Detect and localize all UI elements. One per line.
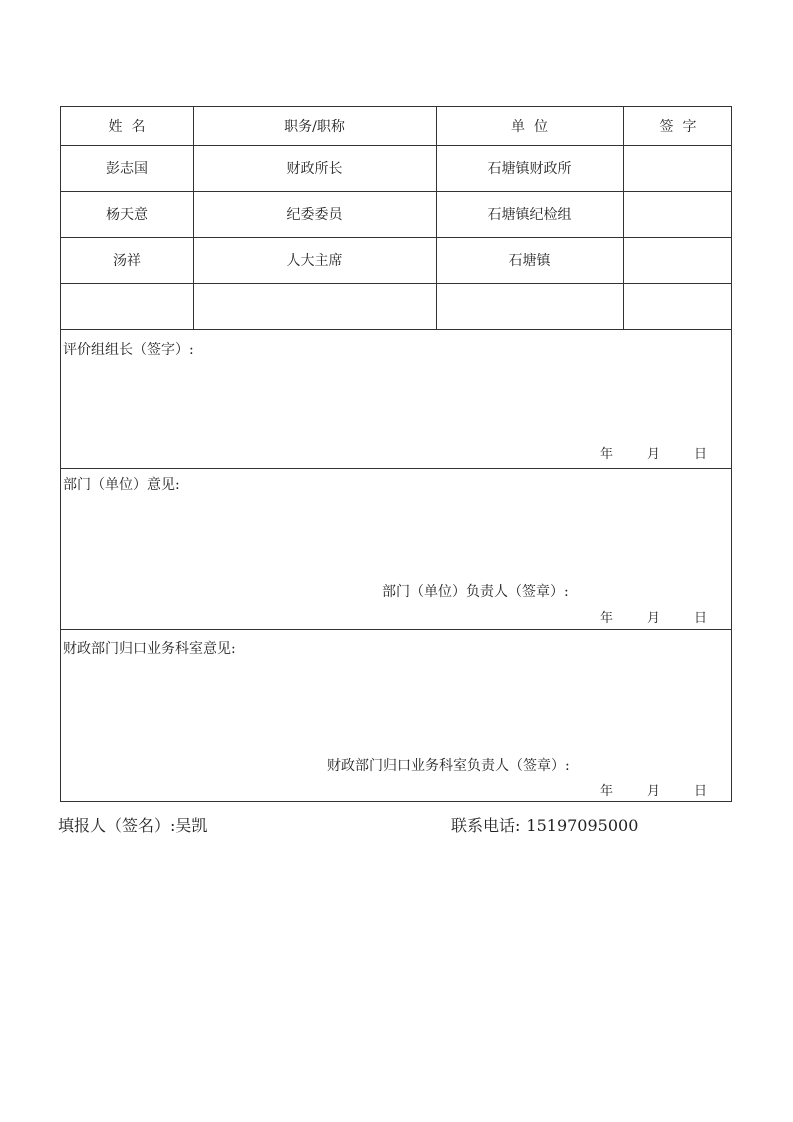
date-month: 月 [647,611,661,626]
section-divider [61,629,731,630]
cell-signature[interactable] [623,145,733,191]
cell-position: 纪委委员 [286,207,343,223]
cell-signature[interactable] [623,283,733,329]
cell-position[interactable] [193,283,436,329]
date-day: 日 [694,784,708,799]
leader-signature-label: 评价组组长（签字）: [63,342,194,358]
department-signer-label: 部门（单位）负责人（签章）: [382,584,569,600]
date-year: 年 [600,447,614,462]
cell-unit: 石塘镇财政所 [487,161,572,177]
row-divider [61,329,731,330]
finance-opinion-label: 财政部门归口业务科室意见: [63,641,236,657]
department-opinion-label: 部门（单位）意见: [63,477,180,493]
phone-number: 15197095000 [526,816,639,835]
filler-name: 吴凯 [175,816,208,835]
date-day: 日 [694,611,708,626]
finance-signer-label: 财政部门归口业务科室负责人（签章）: [327,758,570,774]
filler-label: 填报人（签名）: [58,816,176,835]
cell-name: 汤祥 [113,253,141,269]
header-signature: 签 字 [659,119,697,135]
contact-info [451,813,638,836]
cell-unit: 石塘镇纪检组 [487,207,572,223]
cell-name[interactable] [61,283,193,329]
date-day: 日 [694,447,708,462]
date-year: 年 [600,784,614,799]
header-position: 职务/职称 [284,119,345,135]
cell-position: 人大主席 [286,253,343,269]
evaluation-form [60,106,732,802]
cell-unit[interactable] [436,283,623,329]
cell-signature[interactable] [623,237,733,283]
cell-name: 彭志国 [106,161,148,177]
filler-info [58,813,207,836]
cell-name: 杨天意 [106,207,148,223]
cell-position: 财政所长 [286,161,343,177]
cell-unit: 石塘镇 [508,253,551,269]
date-month: 月 [647,447,661,462]
header-unit: 单 位 [511,119,548,135]
date-month: 月 [647,784,661,799]
date-year: 年 [600,611,614,626]
phone-label: 联系电话: [451,816,521,835]
section-divider [61,468,731,469]
cell-signature[interactable] [623,191,733,237]
header-name: 姓 名 [108,119,146,135]
